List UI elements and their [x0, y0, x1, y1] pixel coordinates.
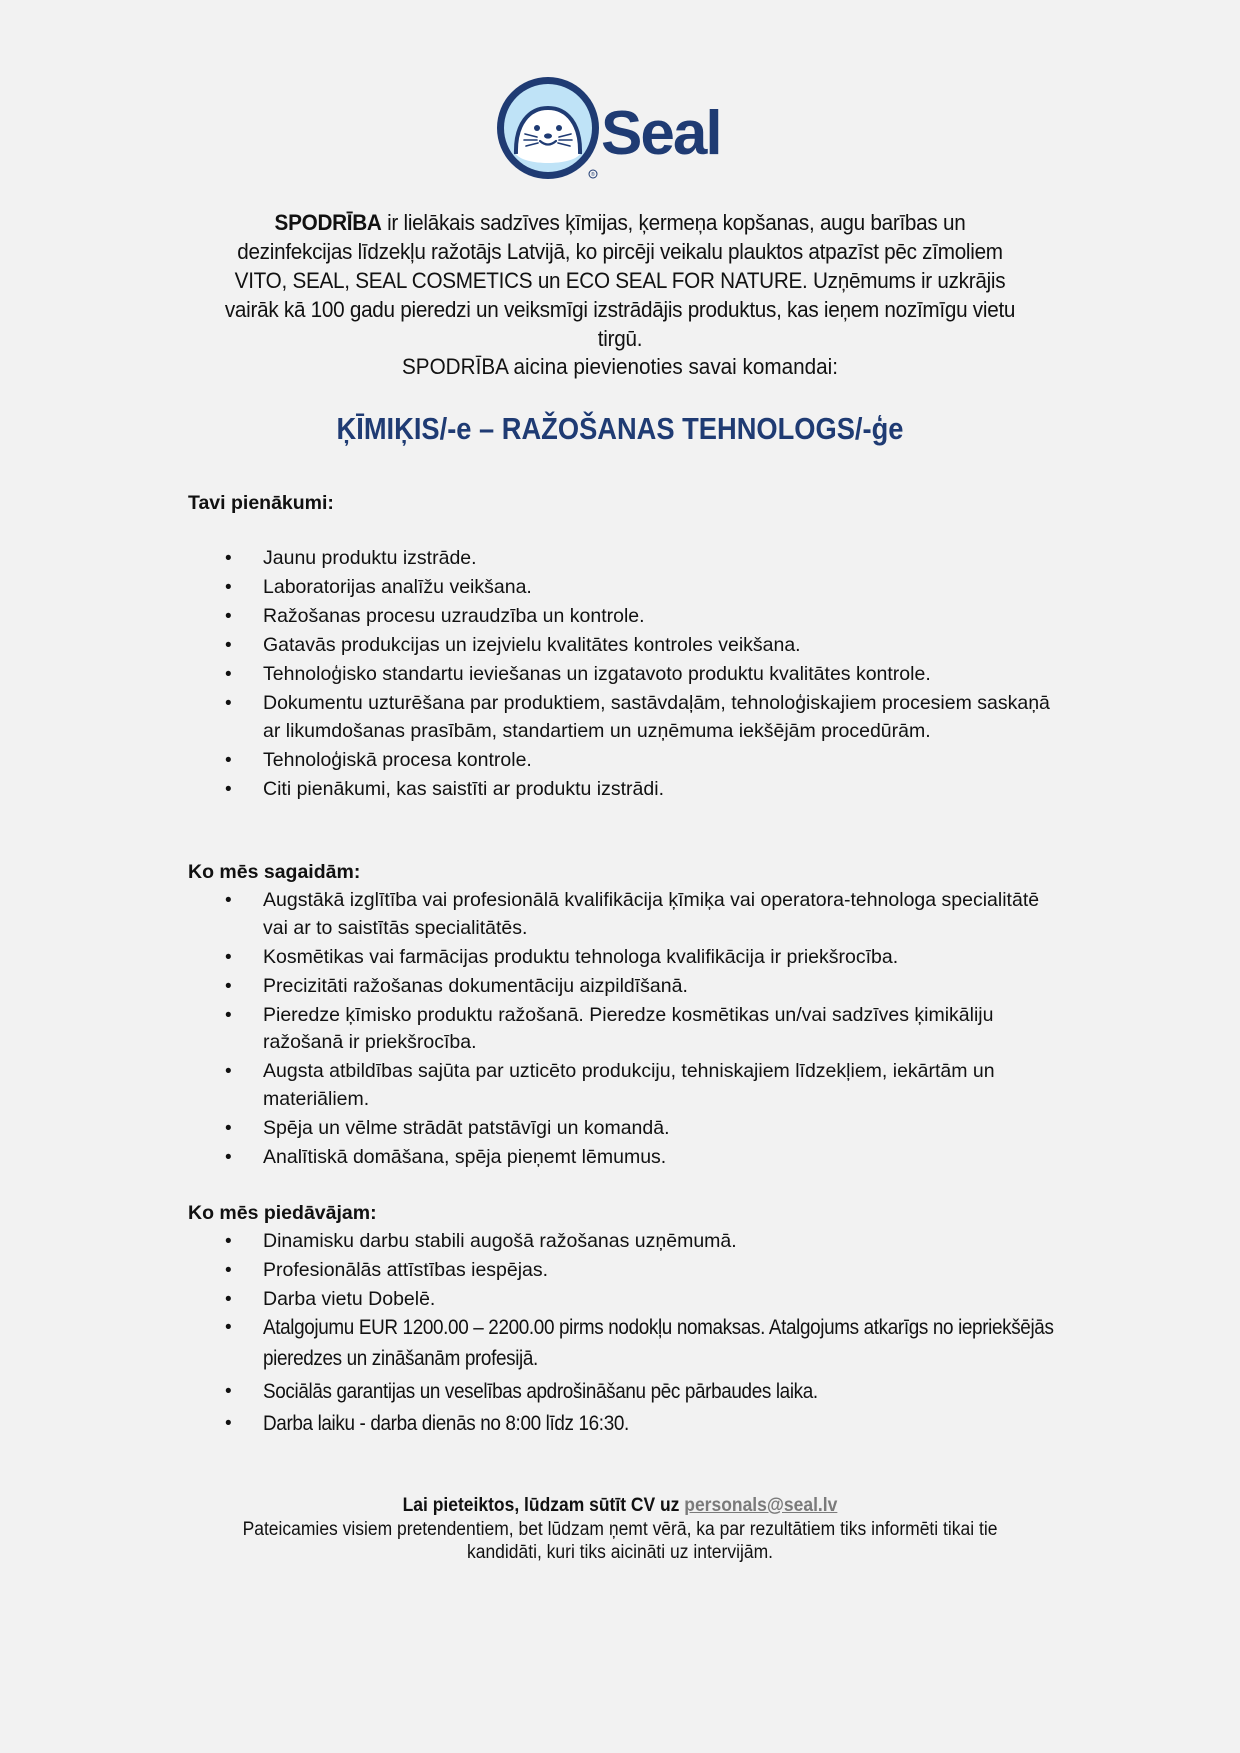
- offer-heading: Ko mēs piedāvājam:: [188, 1202, 377, 1224]
- company-name: SPODRĪBA: [274, 210, 382, 235]
- requirements-list: [188, 887, 1058, 1173]
- list-item: • Kosmētikas vai farmācijas produktu tehnologa kvalifikācija ir priekšrocība.: [188, 944, 1058, 972]
- list-item: • Augstākā izglītība vai profesionālā kvalifikācija ķīmiķa vai operatora-tehnologa specialitātē vai ar to saistītās specialitātēs.: [188, 887, 1058, 942]
- apply-line: [215, 1494, 1025, 1518]
- list-item: • Atalgojumu EUR 1200.00 – 2200.00 pirms nodokļu nomaksas. Atalgojums atkarīgs no iepriekšējās pieredzes un zināšanām profesijā.: [188, 1312, 1058, 1374]
- apply-note: Pateicamies visiem pretendentiem, bet lūdzam ņemt vērā, ka par rezultātiem tiks informēti tikai tie kandidāti, kuri tiks aicināti uz intervijām.: [242, 1518, 998, 1563]
- list-item: • Ražošanas procesu uzraudzība un kontrole.: [188, 603, 1058, 631]
- list-item: • Jaunu produktu izstrāde.: [188, 545, 1058, 573]
- list-item: • Laboratorijas analīžu veikšana.: [188, 574, 1058, 602]
- invite-text: SPODRĪBA aicina pievienoties savai komandai:: [401, 354, 839, 379]
- duties-heading: Tavi pienākumi:: [188, 492, 334, 514]
- list-item: • Pieredze ķīmisko produktu ražošanā. Pieredze kosmētikas un/vai sadzīves ķimikāliju ražošanā ir priekšrocība.: [188, 1002, 1058, 1057]
- intro-text: ir lielākais sadzīves ķīmijas, ķermeņa kopšanas, augu barības un dezinfekcijas līdzekļu ražotājs Latvijā, ko pircēji veikalu plauktos atpazīst pēc zīmoliem VITO, SEAL, SEAL COSMETICS un ECO SEAL FOR NATURE. Uzņēmums ir uzkrājis vairāk kā 100 gadu pieredzi un veiksmīgi izstrādājis produktus, kas ieņem nozīmīgu vietu tirgū.: [224, 210, 1016, 351]
- offer-list: [188, 1228, 1058, 1315]
- list-item: • Darba laiku - darba dienās no 8:00 līdz 16:30.: [188, 1408, 1058, 1439]
- list-item: • Analītiskā domāšana, spēja pieņemt lēmumus.: [188, 1144, 1058, 1172]
- seal-logo: [495, 74, 725, 184]
- company-intro: [215, 208, 1025, 353]
- list-item: • Profesionālās attīstības iespējas.: [188, 1257, 1058, 1285]
- requirements-heading: Ko mēs sagaidām:: [188, 861, 361, 883]
- list-item: • Gatavās produkcijas un izejvielu kvalitātes kontroles veikšana.: [188, 632, 1058, 660]
- registered-mark: ®: [591, 172, 595, 178]
- list-item: • Spēja un vēlme strādāt patstāvīgi un komandā.: [188, 1115, 1058, 1143]
- duties-list: [188, 545, 1058, 805]
- job-title: ĶĪMIĶIS/-e – RAŽOŠANAS TEHNOLOGS/-ģe: [336, 411, 904, 446]
- list-item: • Citi pienākumi, kas saistīti ar produktu izstrādi.: [188, 776, 1058, 804]
- list-item: • Dokumentu uzturēšana par produktiem, sastāvdaļām, tehnoloģiskajiem procesiem saskaņā ar likumdošanas prasībām, standartiem un uzņēmuma iekšējām procedūrām.: [188, 690, 1058, 745]
- list-item: • Augsta atbildības sajūta par uzticēto produkciju, tehniskajiem līdzekļiem, iekārtām un materiāliem.: [188, 1058, 1058, 1113]
- list-item: • Precizitāti ražošanas dokumentāciju aizpildīšanā.: [188, 973, 1058, 1001]
- list-item: • Dinamisku darbu stabili augošā ražošanas uzņēmumā.: [188, 1228, 1058, 1256]
- apply-lead: Lai pieteiktos, lūdzam sūtīt CV uz: [402, 1495, 685, 1516]
- list-item: • Darba vietu Dobelē.: [188, 1286, 1058, 1314]
- list-item: • Tehnoloģisko standartu ieviešanas un izgatavoto produktu kvalitātes kontrole.: [188, 661, 1058, 689]
- apply-block: [215, 1494, 1025, 1565]
- logo-text: Seal: [601, 99, 721, 168]
- offer-list-continued: [188, 1312, 1058, 1441]
- list-item: • Tehnoloģiskā procesa kontrole.: [188, 747, 1058, 775]
- list-item: • Sociālās garantijas un veselības apdrošināšanu pēc pārbaudes laika.: [188, 1376, 1058, 1407]
- email-link[interactable]: personals@seal.lv: [684, 1495, 838, 1516]
